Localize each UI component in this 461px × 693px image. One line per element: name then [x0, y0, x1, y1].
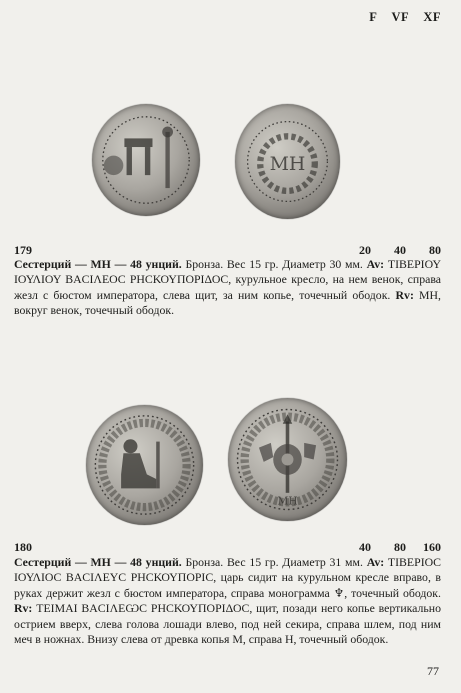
price-vf: 80 [394, 540, 406, 554]
obverse-label: Av: [366, 555, 385, 569]
svg-text:МН: МН [269, 152, 306, 175]
lot-179-header [14, 243, 441, 257]
coin-179-reverse-image [235, 104, 340, 219]
obverse-label: Av: [366, 257, 385, 271]
lot-179-description [14, 257, 441, 319]
lot-title: Сестерций — МН — 48 унций. [14, 257, 182, 271]
coin-180-reverse-image [228, 398, 347, 521]
coin-180-obverse-image [86, 405, 203, 525]
grade-vf: VF [391, 10, 409, 24]
price-vf: 40 [394, 243, 406, 257]
lot-specs: Бронза. Вес 15 гр. Диаметр 31 мм. [185, 555, 363, 569]
reverse-description: ΤΕΙΜΑΙ ΒΑCΙΛΕѠC ΡΗCΚΟΥΠΟΡΙΔΟC, щит, позади него копье вертикально острием вверх, слева голова лошади влево, под ней секира, справа шлем, под ним меч в ножнах. Внизу слева от древка копья М, справа Н, точечный ободок. [14, 601, 442, 647]
price-f: 40 [359, 540, 371, 554]
reverse-description: МН, вокруг венок, точечный ободок. [14, 287, 441, 318]
grade-xf: XF [423, 10, 441, 24]
price-f: 20 [359, 243, 371, 257]
obverse-description: ΤΙΒΕΡΙΟC ΙΟΥΛΙΟC ΒΑCΙΛΕΥC ΡΗCΚΟΥΠΟΡΙC, царь сидит на курульном кресле вправо, в руках держит жезл с бюстом императора, справа монограмма ♆, точечный ободок. [14, 555, 442, 600]
price-list [343, 243, 441, 258]
svg-text:МН: МН [277, 494, 298, 508]
page-number: 77 [427, 664, 439, 678]
coin-179-obverse-image [92, 104, 200, 216]
lot-title: Сестерций — МН — 48 унций. [14, 555, 182, 569]
lot-180-header [14, 540, 441, 554]
lot-180-description [14, 555, 441, 647]
price-list [343, 540, 441, 555]
reverse-label: Rv: [395, 287, 414, 302]
lot-number: 180 [14, 540, 32, 554]
price-xf: 160 [423, 540, 441, 554]
price-xf: 80 [429, 243, 441, 257]
grade-header [358, 10, 441, 25]
lot-number: 179 [14, 243, 32, 257]
grade-f: F [369, 10, 377, 24]
reverse-label: Rv: [14, 601, 33, 616]
obverse-description: ΤΙΒΕΡΙΟΥ ΙΟΥΛΙΟΥ ΒΑCΙΛΕΟC ΡΗCΚΟΥΠΟΡΙΔΟC, курульное кресло, на нем венок, справа жезл с бюстом императора, слева щит, за ним копье, точечный ободок. [14, 257, 442, 302]
lot-specs: Бронза. Вес 15 гр. Диаметр 30 мм. [185, 257, 363, 271]
